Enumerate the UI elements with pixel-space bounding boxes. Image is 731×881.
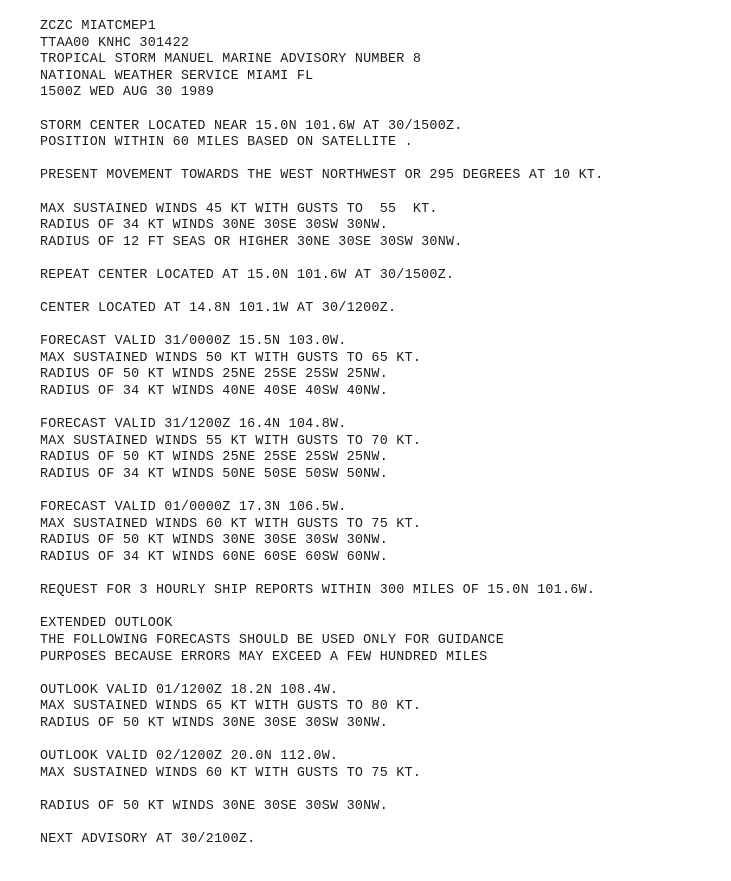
advisory-paragraph (40, 168, 725, 185)
advisory-line: RADIUS OF 34 KT WINDS 30NE 30SE 30SW 30NW. (40, 218, 388, 234)
advisory-line: FORECAST VALID 31/1200Z 16.4N 104.8W. (40, 417, 347, 433)
advisory-line: MAX SUSTAINED WINDS 55 KT WITH GUSTS TO 70 KT. (40, 433, 422, 449)
advisory-line: REQUEST FOR 3 HOURLY SHIP REPORTS WITHIN 300 MILES OF 15.0N 101.6W. (40, 583, 596, 599)
advisory-line: MAX SUSTAINED WINDS 65 KT WITH GUSTS TO 80 KT. (40, 699, 422, 715)
advisory-line: MAX SUSTAINED WINDS 45 KT WITH GUSTS TO 55 KT. (40, 201, 438, 217)
advisory-line: PRESENT MOVEMENT TOWARDS THE WEST NORTHWEST OR 295 DEGREES AT 10 KT. (40, 168, 604, 184)
advisory-line: MAX SUSTAINED WINDS 60 KT WITH GUSTS TO 75 KT. (40, 516, 422, 532)
advisory-line: THE FOLLOWING FORECASTS SHOULD BE USED ONLY FOR GUIDANCE (40, 632, 504, 648)
advisory-line: RADIUS OF 34 KT WINDS 60NE 60SE 60SW 60NW. (40, 550, 388, 565)
advisory-paragraph (40, 119, 725, 152)
advisory-paragraph (40, 417, 725, 483)
advisory-line: 1500Z WED AUG 30 1989 (40, 85, 214, 101)
advisory-line: RADIUS OF 50 KT WINDS 30NE 30SE 30SW 30NW. (40, 715, 388, 731)
advisory-line: OUTLOOK VALID 01/1200Z 18.2N 108.4W. (40, 682, 339, 698)
advisory-line: MAX SUSTAINED WINDS 50 KT WITH GUSTS TO 65 KT. (40, 350, 422, 366)
advisory-line: ZCZC MIATCMEP1 (40, 19, 156, 34)
advisory-paragraph (40, 500, 725, 566)
advisory-line: RADIUS OF 34 KT WINDS 40NE 40SE 40SW 40NW. (40, 384, 388, 400)
advisory-line: PURPOSES BECAUSE ERRORS MAY EXCEED A FEW HUNDRED MILES (40, 649, 488, 665)
advisory-line: FORECAST VALID 01/0000Z 17.3N 106.5W. (40, 500, 347, 516)
advisory-line: EXTENDED OUTLOOK (40, 616, 173, 632)
advisory-paragraph (40, 334, 725, 400)
advisory-paragraph (40, 19, 725, 102)
advisory-paragraph (40, 832, 725, 849)
advisory-line: TTAA00 KNHC 301422 (40, 35, 190, 51)
advisory-line: CENTER LOCATED AT 14.8N 101.1W AT 30/1200Z. (40, 301, 397, 317)
advisory-line: STORM CENTER LOCATED NEAR 15.0N 101.6W AT 30/1500Z. (40, 118, 463, 134)
advisory-line: POSITION WITHIN 60 MILES BASED ON SATELLITE . (40, 135, 413, 151)
advisory-line: RADIUS OF 34 KT WINDS 50NE 50SE 50SW 50NW. (40, 467, 388, 483)
advisory-line: RADIUS OF 50 KT WINDS 25NE 25SE 25SW 25NW. (40, 367, 388, 383)
advisory-line: OUTLOOK VALID 02/1200Z 20.0N 112.0W. (40, 749, 339, 765)
advisory-paragraph (40, 683, 725, 733)
advisory-line: TROPICAL STORM MANUEL MARINE ADVISORY NUMBER 8 (40, 52, 422, 68)
advisory-line: RADIUS OF 50 KT WINDS 30NE 30SE 30SW 30NW. (40, 798, 388, 814)
advisory-paragraph (40, 799, 725, 816)
advisory-paragraph (40, 583, 725, 600)
advisory-line: REPEAT CENTER LOCATED AT 15.0N 101.6W AT 30/1500Z. (40, 267, 455, 283)
advisory-paragraph (40, 301, 725, 318)
advisory-paragraph (40, 616, 725, 666)
advisory-paragraph (40, 202, 725, 252)
advisory-line: RADIUS OF 12 FT SEAS OR HIGHER 30NE 30SE 30SW 30NW. (40, 234, 463, 250)
advisory-line: NATIONAL WEATHER SERVICE MIAMI FL (40, 68, 314, 84)
advisory-line: MAX SUSTAINED WINDS 60 KT WITH GUSTS TO 75 KT. (40, 765, 422, 781)
advisory-line: RADIUS OF 50 KT WINDS 30NE 30SE 30SW 30NW. (40, 533, 388, 549)
advisory-document (40, 19, 725, 865)
advisory-line: RADIUS OF 50 KT WINDS 25NE 25SE 25SW 25NW. (40, 450, 388, 466)
advisory-paragraph (40, 268, 725, 285)
advisory-line: FORECAST VALID 31/0000Z 15.5N 103.0W. (40, 334, 347, 350)
advisory-line: NEXT ADVISORY AT 30/2100Z. (40, 832, 256, 848)
advisory-paragraph (40, 749, 725, 782)
